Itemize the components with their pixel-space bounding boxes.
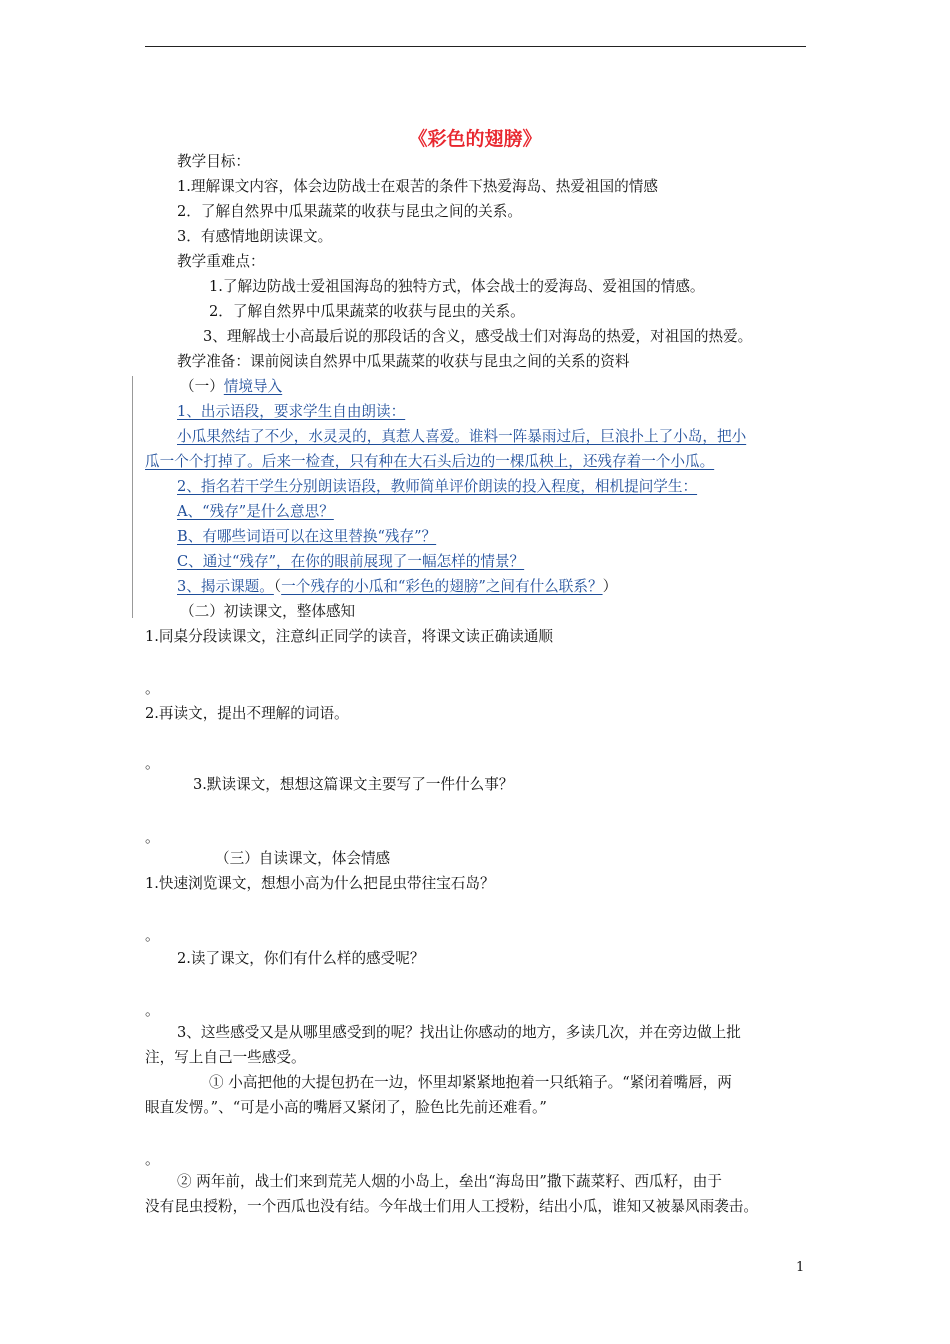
section2-q1: 1.同桌分段读课文，注意纠正同学的读音，将课文读正确读通顺	[145, 628, 553, 645]
blank-mark-2: 。	[145, 755, 160, 772]
blank-mark-1: 。	[145, 680, 160, 697]
difficulty-item-3: 3、理解战士小高最后说的那段话的含义，感受战士们对海岛的热爱，对祖国的热爱。	[203, 328, 753, 345]
excerpt1-line1: ① 小高把他的大提包扔在一边，怀里却紧紧地抱着一只纸箱子。“紧闭着嘴唇，两	[209, 1074, 732, 1091]
section2-q3: 3.默读课文，想想这篇课文主要写了一件什么事？	[193, 776, 514, 793]
reveal-question: 一个残存的小瓜和“彩色的翅膀”之间有什么联系？	[281, 578, 603, 595]
section1-line-4: 2、指名若干学生分别朗读语段，教师简单评价朗读的投入程度，相机提问学生：	[177, 478, 698, 495]
difficulty-item-2: 2．了解自然界中瓜果蔬菜的收获与昆虫的关系。	[209, 303, 525, 320]
goal-item-2: 2．了解自然界中瓜果蔬菜的收获与昆虫之间的关系。	[177, 203, 522, 220]
section3-q3-line1: 3、这些感受又是从哪里感受到的呢？找出让你感动的地方，多读几次，并在旁边做上批	[177, 1024, 741, 1041]
blank-mark-4: 。	[145, 927, 160, 944]
header-rule	[145, 46, 806, 47]
section3-heading: （三）自读课文，体会情感	[215, 850, 391, 867]
goal-item-3: 3．有感情地朗读课文。	[177, 228, 333, 245]
page-title: 《彩色的翅膀》	[408, 128, 542, 150]
excerpt2-line1: ② 两年前，战士们来到荒芜人烟的小岛上，垒出“海岛田”撒下蔬菜籽、西瓜籽，由于	[177, 1173, 722, 1190]
excerpt2-line2: 没有昆虫授粉，一个西瓜也没有结。今年战士们用人工授粉，结出小瓜，谁知又被暴风雨袭击。	[145, 1198, 758, 1215]
section2-heading: （二）初读课文，整体感知	[180, 603, 356, 620]
section3-q3-line2: 注，写上自己一些感受。	[145, 1049, 306, 1066]
section1-line-3: 瓜一个个打掉了。后来一检查，只有种在大石头后边的一棵瓜秧上，还残存着一个小瓜。	[145, 453, 715, 470]
blank-mark-3: 。	[145, 829, 160, 846]
goals-heading: 教学目标：	[177, 153, 250, 170]
reveal-title: 3、揭示课题。	[177, 578, 274, 595]
section1-line-6: B、有哪些词语可以在这里替换“残存”？	[177, 528, 437, 545]
blank-mark-6: 。	[145, 1151, 160, 1168]
page-number: 1	[796, 1260, 805, 1275]
section2-q2: 2.再读文，提出不理解的词语。	[145, 705, 349, 722]
section1-line-1: 1、出示语段，要求学生自由朗读：	[177, 403, 406, 420]
preparation: 教学准备：课前阅读自然界中瓜果蔬菜的收获与昆虫之间的关系的资料	[177, 353, 630, 370]
section1-heading	[180, 376, 282, 398]
section1-line-2: 小瓜果然结了不少，水灵灵的，真惹人喜爱。谁料一阵暴雨过后，巨浪扑上了小岛，把小	[177, 428, 747, 445]
reveal-close-paren: ）	[602, 578, 618, 595]
section1-line-7: C、通过“残存”，在你的眼前展现了一幅怎样的情景？	[177, 553, 525, 570]
section1-title-link[interactable]: 情境导入	[223, 378, 283, 395]
revision-bar	[132, 376, 133, 618]
blank-mark-5: 。	[145, 1002, 160, 1019]
excerpt1-line2: 眼直发愣。”、“可是小高的嘴唇又紧闭了，脸色比先前还难看。”	[145, 1099, 547, 1116]
section1-prefix: （一）	[180, 378, 224, 395]
difficulties-heading: 教学重难点：	[177, 253, 265, 270]
section3-q1: 1.快速浏览课文，想想小高为什么把昆虫带往宝石岛？	[145, 875, 495, 892]
goal-item-1: 1.理解课文内容，体会边防战士在艰苦的条件下热爱海岛、热爱祖国的情感	[177, 178, 658, 195]
difficulty-item-1: 1.了解边防战士爱祖国海岛的独特方式，体会战士的爱海岛、爱祖国的情感。	[209, 278, 705, 295]
reveal-open-paren: （	[273, 578, 282, 595]
section3-q2: 2.读了课文，你们有什么样的感受呢？	[177, 950, 425, 967]
section1-reveal	[145, 576, 617, 598]
section1-line-5: A、“残存”是什么意思？	[177, 503, 334, 520]
